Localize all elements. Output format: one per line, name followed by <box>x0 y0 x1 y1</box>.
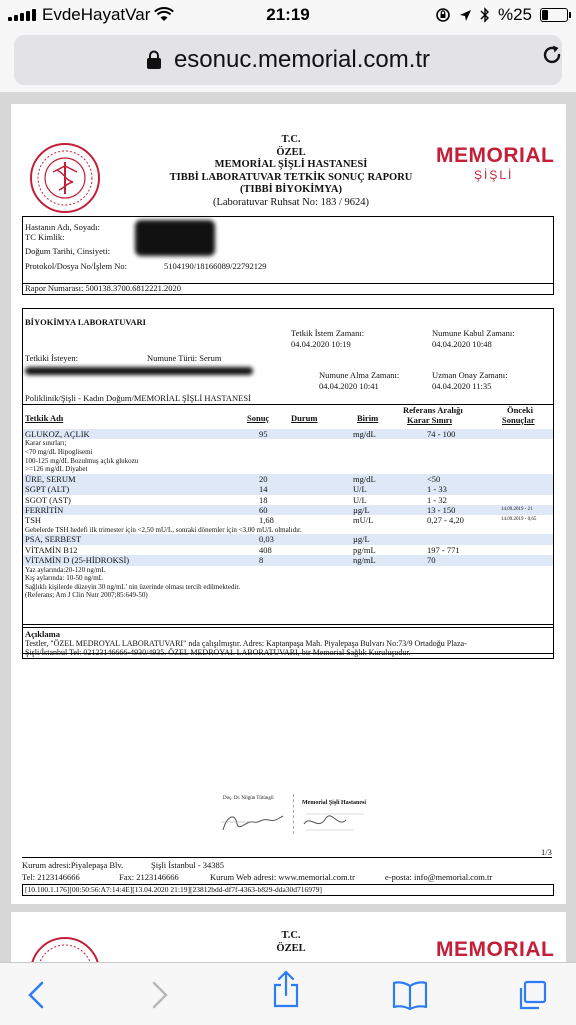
birth-label: Doğum Tarihi, Cinsiyeti: <box>25 246 110 256</box>
back-button[interactable] <box>16 977 56 1013</box>
clock: 21:19 <box>266 5 310 24</box>
approve-label: Uzman Onay Zamanı: <box>432 370 508 380</box>
tabs-icon <box>517 980 547 1010</box>
tabs-button[interactable] <box>512 977 552 1013</box>
row-ref: 13 - 150 <box>427 505 456 515</box>
redaction <box>135 220 215 256</box>
table-row <box>23 591 553 600</box>
col-prev-1: Önceki <box>507 405 533 415</box>
requester-label: Tetkiki İsteyen: <box>25 353 78 363</box>
row-unit: mg/dL <box>353 429 376 439</box>
ministry-seal-icon <box>29 142 101 214</box>
tc-label: TC Kimlik: <box>25 232 65 242</box>
stamp-left-text: Doç. Dr. Nilgün Tütüngil <box>223 796 274 801</box>
row-unit: ng/mL <box>353 555 376 566</box>
accept-value: 04.04.2020 10:48 <box>432 339 492 349</box>
protocol-value: 5104190/18166089/22792129 <box>164 261 267 271</box>
header-line-5: (TIBBİ BİYOKİMYA) <box>239 184 342 195</box>
row-name: >=126 mg/dL Diyabet <box>25 465 88 474</box>
row-name: Kış aylarında: 10-50 ng/mL <box>25 574 103 583</box>
row-ref: <50 <box>427 473 441 484</box>
divider <box>23 404 553 405</box>
bluetooth-icon <box>480 7 490 23</box>
battery-percent: %25 <box>497 5 532 24</box>
chevron-right-icon <box>152 981 168 1009</box>
row-name: <70 mg/dL Hipoglisemi <box>25 448 93 456</box>
table-row <box>23 457 553 466</box>
address-bar <box>0 30 576 93</box>
row-name: SGOT (AST) <box>25 494 71 505</box>
protocol-label: Protokol/Dosya No/İşlem No: <box>25 261 127 271</box>
row-name: FERRİTİN <box>25 505 64 515</box>
footer-fax: Fax: 2123146666 <box>119 872 179 882</box>
table-row <box>23 583 553 592</box>
row-name: Karar sınırları; <box>25 439 67 448</box>
row-ref: 1 - 32 <box>427 494 447 505</box>
row-prev: 14.09.2019 - 21 <box>501 507 533 512</box>
table-row <box>23 484 553 494</box>
row-ref: 1 - 33 <box>427 484 447 495</box>
report-header <box>161 134 421 209</box>
patient-info-box <box>22 216 554 284</box>
row-name: VİTAMİN D (25-HİDROKSİ) <box>25 555 130 566</box>
status-bar <box>0 0 576 30</box>
row-ref: 0,27 - 4,20 <box>427 515 464 526</box>
col-name: Tetkik Adı <box>25 413 64 423</box>
row-name: Gebelerde TSH hedefi ilk trimester için <2,50 mU/L, sonraki dönemler için <3,00 mU/L olmalıdır. <box>25 525 302 534</box>
table-row <box>23 534 553 544</box>
reload-icon[interactable] <box>540 43 564 67</box>
orientation-lock-icon <box>435 7 451 23</box>
redaction <box>25 367 253 375</box>
row-result: 20 <box>259 473 268 484</box>
table-row <box>23 505 553 515</box>
url-field[interactable] <box>14 35 562 85</box>
row-result: 14 <box>259 484 268 495</box>
book-icon <box>392 980 428 1010</box>
col-ref-2: Karar Sınırı <box>407 415 452 425</box>
table-row <box>23 555 553 565</box>
lab-results-box <box>22 308 554 654</box>
carrier-name: EvdeHayatVar <box>42 5 151 24</box>
table-row <box>23 526 553 535</box>
clinic: Poliklinik/Şişli - Kadın Doğum/MEMORİAL ŞİŞLİ HASTANESİ <box>25 393 251 403</box>
row-prev: 14.09.2019 - 0,65 <box>501 517 537 523</box>
col-ref-1: Referans Aralığı <box>403 405 463 415</box>
row-result: 18 <box>259 494 268 505</box>
row-unit: mg/dL <box>353 473 376 484</box>
page-2-line-1: T.C. <box>281 930 301 941</box>
doctor-signature <box>217 794 287 834</box>
share-icon <box>271 969 301 1009</box>
row-result: 95 <box>259 429 268 439</box>
accept-label: Numune Kabul Zamanı: <box>432 328 515 338</box>
bookmarks-button[interactable] <box>390 977 430 1013</box>
sample-type: Numune Türü: Serum <box>147 353 222 363</box>
row-name: TSH <box>25 515 42 526</box>
row-unit: µg/L <box>353 534 370 545</box>
row-unit: U/L <box>353 484 367 495</box>
stamp-right-text: Memorial Şişli Hastanesi <box>302 800 366 806</box>
note-line-1: Testler, "ÖZEL MEDROYAL LABORATUVARI" nda çalışılmıştır. Adres: Kaptanpaşa Mah. Piyalepaşa Bulvarı No:73/9 Ortadoğu Plaza- <box>25 639 467 648</box>
lock-icon <box>146 50 162 70</box>
col-status: Durum <box>291 413 318 423</box>
report-page <box>11 104 566 904</box>
table-row <box>23 566 553 575</box>
table-row <box>23 474 553 484</box>
header-line-6: (Laboratuvar Ruhsat No: 183 / 9624) <box>212 196 369 208</box>
footer-city: Şişli İstanbul - 34385 <box>151 860 224 870</box>
battery-icon <box>540 8 568 22</box>
table-row <box>23 429 553 439</box>
note-line-2: Şişli/İstanbul Tel: 02123146666-4930/4935. ÖZEL MEDROYAL LABORATUVARI, bir Memorial Sağlık Kuruluşudur. <box>25 648 411 657</box>
row-unit: µg/L <box>353 505 370 515</box>
col-prev-2: Sonuçlar <box>502 415 535 425</box>
trace-text: [10.100.1.176][00:50:56:A7:14:4E][13.04.2020 21:19][23812bdd-df7f-4363-b829-dda30d716979] <box>25 885 323 894</box>
brand-logo: MEMORIAL <box>436 938 555 961</box>
header-line-3: MEMORİAL ŞİŞLİ HASTANESİ <box>214 159 368 170</box>
page-number: 1/3 <box>541 847 552 857</box>
table-row <box>23 574 553 583</box>
row-result: 408 <box>259 544 272 555</box>
note-box <box>22 627 554 659</box>
hospital-stamp <box>293 794 384 834</box>
row-name: Sağlıklı kişilerde düzeyin 30 ng/mL' nin üzerinde olması tercih edilmektedir. <box>25 582 241 591</box>
row-unit: pg/mL <box>353 544 376 555</box>
url-text: esonuc.memorial.com.tr <box>173 46 431 73</box>
header-line-1: T.C. <box>281 134 301 145</box>
row-result: 8 <box>259 555 264 566</box>
note-title: Açıklama <box>25 629 60 639</box>
divider <box>23 624 553 625</box>
chevron-left-icon <box>28 981 44 1009</box>
row-result: 60 <box>259 505 268 515</box>
location-icon <box>459 9 472 22</box>
row-name: VİTAMİN B12 <box>25 544 78 555</box>
footer-email: e-posta: info@memorial.com.tr <box>385 872 493 882</box>
row-name: GLUKOZ, AÇLIK <box>25 429 90 439</box>
footer-divider <box>22 857 552 858</box>
brand-logo: MEMORIAL <box>436 144 555 167</box>
trace-box <box>22 884 554 896</box>
col-result: Sonuç <box>247 413 270 423</box>
footer-address: Kurum adresi:Piyalepaşa Blv. <box>22 860 124 870</box>
row-ref: 74 - 100 <box>427 429 456 439</box>
table-row <box>23 448 553 457</box>
row-name: Yaz aylarında:20-120 ng/mL <box>25 565 106 574</box>
row-unit: U/L <box>353 494 367 505</box>
requested-label: Tetkik İstem Zamanı: <box>291 328 365 338</box>
patient-name-label: Hastanın Adı, Soyadı: <box>25 222 100 232</box>
row-name: (Referans; Am J Clin Nutr 2007;85:649-50) <box>25 591 148 600</box>
web-content[interactable] <box>0 92 576 962</box>
row-ref: 70 <box>427 555 436 566</box>
taken-value: 04.04.2020 10:41 <box>319 381 379 391</box>
row-unit: mU/L <box>353 515 374 526</box>
forward-button[interactable] <box>140 977 180 1013</box>
page-2-line-2: ÖZEL <box>276 942 306 954</box>
row-name: SGPT (ALT) <box>25 484 70 495</box>
share-button[interactable] <box>266 971 306 1007</box>
footer-tel: Tel: 2123146666 <box>22 872 80 882</box>
lab-title: BİYOKİMYA LABORATUVARI <box>25 317 146 327</box>
header-line-2: ÖZEL <box>276 146 306 158</box>
page-2-header <box>161 930 421 955</box>
row-name: 100-125 mg/dL Bozulmuş açlık glukozu <box>25 456 139 465</box>
header-line-4: TIBBİ LABORATUVAR TETKİK SONUÇ RAPORU <box>169 171 413 183</box>
table-row <box>23 439 553 448</box>
table-row <box>23 545 553 555</box>
status-right <box>435 5 568 25</box>
row-ref: 197 - 771 <box>427 544 460 555</box>
row-name: ÜRE, SERUM <box>25 473 76 484</box>
row-result: 0,03 <box>259 534 274 545</box>
requested-value: 04.04.2020 10:19 <box>291 339 351 349</box>
taken-label: Numune Alma Zamanı: <box>319 370 400 380</box>
brand-subtitle: ŞİŞLİ <box>474 168 514 182</box>
row-name: PSA, SERBEST <box>25 534 82 545</box>
row-result: 1,68 <box>259 515 274 526</box>
table-row <box>23 465 553 474</box>
footer-web: Kurum Web adresi: www.memorial.com.tr <box>210 872 355 882</box>
approve-value: 04.04.2020 11:35 <box>432 381 492 391</box>
browser-toolbar <box>0 962 576 1025</box>
table-row <box>23 495 553 505</box>
table-row <box>23 515 553 525</box>
report-number-box <box>22 282 554 295</box>
col-unit: Birim <box>357 413 379 423</box>
report-number: Rapor Numarası: 500138.3700.6812221.2020 <box>25 283 182 293</box>
